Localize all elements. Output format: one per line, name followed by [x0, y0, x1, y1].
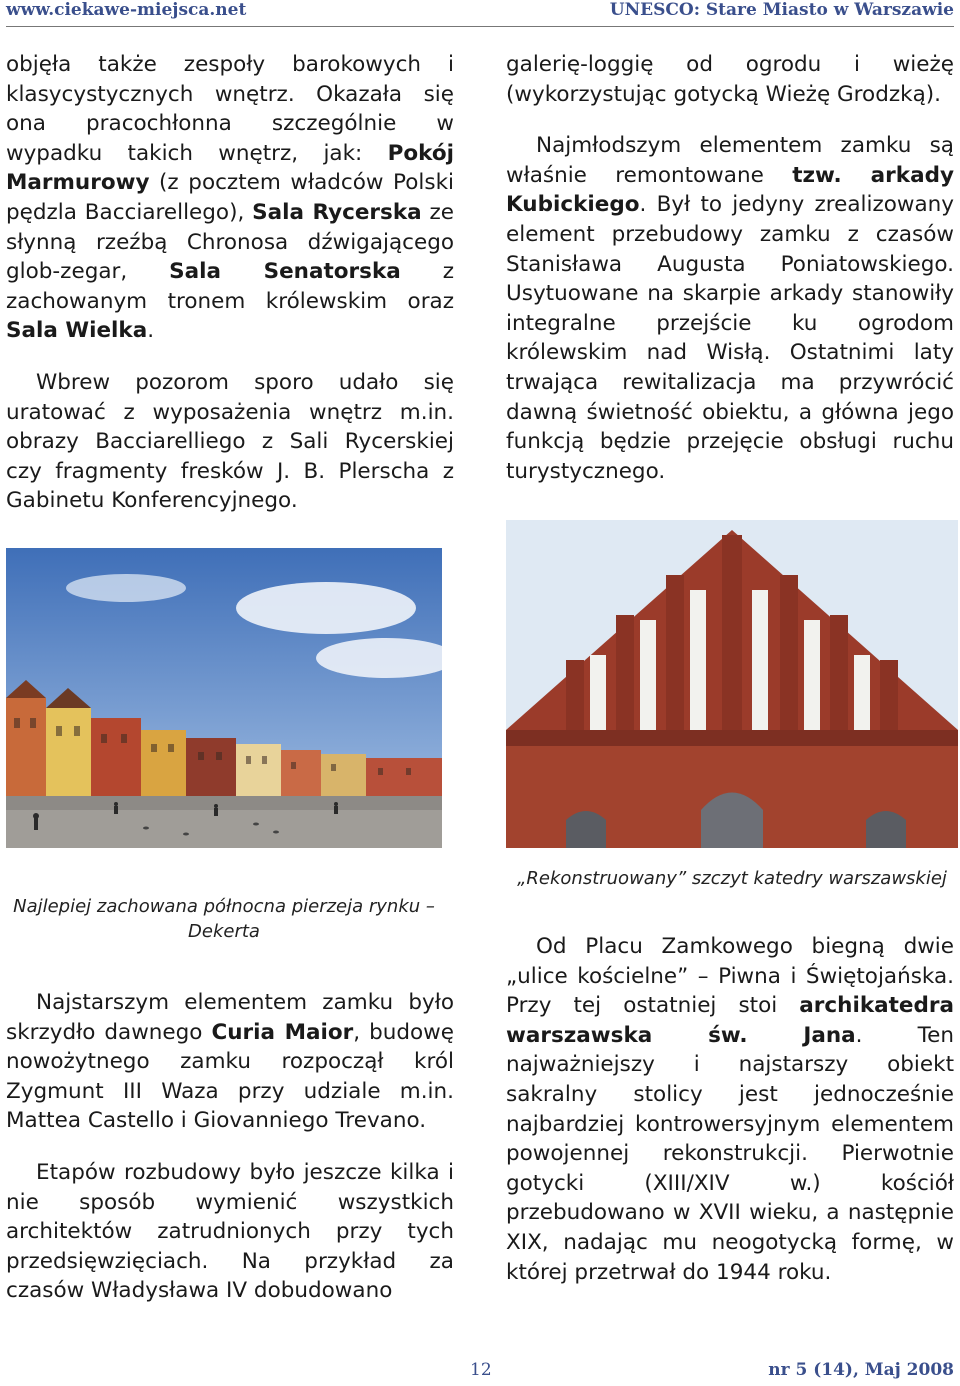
figure-caption-right: „Rekonstruowany” szczyt katedry warszawskiej: [517, 868, 947, 889]
paragraph: Wbrew pozorom sporo udało się uratować z wyposażenia wnętrz m.in. obrazy Bacciarelliego z Sali Rycerskiej czy fragmenty fresków J. B. Plerscha z Gabinetu Konferencyjnego.: [6, 369, 454, 514]
site-url[interactable]: www.ciekawe-miejsca.net: [6, 0, 247, 20]
cathedral-gable-illustration: [506, 520, 958, 848]
paragraph: galerię-loggię od ogrodu i wieżę (wykorzystując gotycką Wieżę Grodzką).: [506, 52, 954, 107]
cathedral-photo: [506, 520, 958, 848]
page-number: 12: [470, 1360, 492, 1380]
market-square-photo: [6, 548, 442, 848]
right-column-top: [506, 50, 954, 508]
market-square-illustration: [6, 548, 442, 848]
paragraph: objęła także zespoły barokowych i klasycystycznych wnętrz. Okazała się ona pracochłonna szczególnie w wypadku takich wnętrz, jak: Pokój Marmurowy (z pocztem władców Polski pędzla Bacciarellego), Sala Rycerska ze słynną rzeźbą Chronosa dźwigającego glob-zegar, Sala Senatorska z zachowanym tronem królewskim oraz Sala Wielka.: [6, 52, 454, 344]
paragraph: Najstarszym elementem zamku było skrzydło dawnego Curia Maior, budowę nowożytnego zamku rozpoczął król Zygmunt III Waza przy udziale m.in. Mattea Castello i Giovanniego Trevano.: [6, 990, 454, 1134]
figure-caption-left: Najlepiej zachowana północna pierzeja rynku – Dekerta: [13, 896, 435, 942]
right-column-bottom: [506, 932, 954, 1309]
left-column-bottom: [6, 988, 454, 1328]
left-column-top: [6, 50, 454, 538]
issue-label: nr 5 (14), Maj 2008: [768, 1360, 954, 1380]
section-title: UNESCO: Stare Miasto w Warszawie: [609, 0, 954, 20]
paragraph: Od Placu Zamkowego biegną dwie „ulice kościelne” – Piwna i Świętojańska. Przy tej ostatniej stoi archikatedra warszawska św. Jana. Ten najważniejszy i najstarszy obiekt sakralny stolicy jest jednocześnie najbardziej kontrowersyjnym elementem powojennej rekonstrukcji. Pierwotnie gotycki (XIII/XIV w.) kościół przebudowano w XVII wieku, a następnie XIX, nadając mu neogotycką formę, w której przetrwał do 1944 roku.: [506, 934, 954, 1285]
paragraph: Najmłodszym elementem zamku są właśnie remontowane tzw. arkady Kubickiego. Był to jedyny zrealizowany element przebudowy zamku z czasów Stanisława Augusta Poniatowskiego. Usytuowane na skarpie arkady stanowiły integralne przejście ku ogrodom królewskim nad Wisłą. Ostatnimi laty trwająca rewitalizacja ma przywrócić dawną świetność obiektu, a główna jego funkcją będzie przejęcie obsługi ruchu turystycznego.: [506, 133, 954, 484]
page-header: [6, 0, 954, 27]
paragraph: Etapów rozbudowy było jeszcze kilka i nie sposób wymienić wszystkich architektów zatrudnionych przy tych przedsięwzięciach. Na przykład za czasów Władysława IV dobudowano: [6, 1159, 454, 1304]
